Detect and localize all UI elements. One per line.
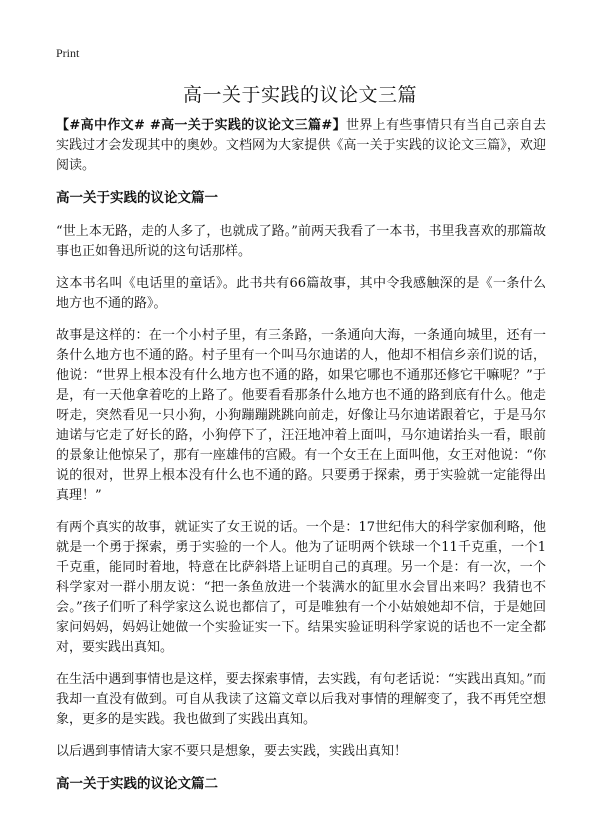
print-link[interactable]: Print [56, 46, 80, 60]
paragraph-6: 以后遇到事情请大家不要只是想象，要去实践，实践出真知！ [56, 744, 408, 759]
article-body [56, 116, 546, 808]
paragraph-1: “世上本无路，走的人多了，也就成了路。”前两天我看了一本书，书里我喜欢的那篇故事也正如鲁迅所说的这句话那样。 [56, 224, 546, 259]
page-title: 高一关于实践的议论文三篇 [182, 84, 417, 106]
paragraph-3: 故事是这样的：在一个小村子里，有三条路，一条通向大海，一条通向城里，还有一条什么地方也不通的路。村子里有一个叫马尔迪诺的人，他却不相信乡亲们说的话，他说：“世界上根本没有什么地方也不通的路，如果它哪也不通那还修它干嘛呢？”于是，有一天他拿着吃的上路了。他要看看那条什么地方也不通的路到底有什么。他走呀走，突然看见一只小狗，小狗蹦蹦跳跳向前走，好像让马尔迪诺跟着它，于是马尔迪诺与它走了好长的路，小狗停下了，汪汪地冲着上面叫，马尔迪诺抬头一看，眼前的景象让他惊呆了，那有一座雄伟的宫殿。有一个女王在上面叫他，女王对他说：“你说的很对，世界上根本没有什么也不通的路。只要勇于探索，勇于实验就一定能得出真理！” [56, 328, 546, 503]
section-heading-1: 高一关于实践的议论文篇一 [56, 190, 218, 206]
paragraph-5: 在生活中遇到事情也是这样，要去探索事情，去实践，有句老话说：“实践出真知。”而我却一直没有做到。可自从我读了这篇文章以后我对事情的理解变了，我不再凭空想象，更多的是实践。我也做到了实践出真知。 [56, 672, 546, 727]
paragraph-2: 这本书名叫《电话里的童话》。此书共有66篇故事，其中令我感触深的是《一条什么地方也不通的路》。 [56, 276, 546, 311]
paragraph-4: 有两个真实的故事，就证实了女王说的话。一个是：17世纪伟大的科学家伽利略，他就是一个勇于探索，勇于实验的一个人。他为了证明两个铁球一个11千克重，一个1千克重，能同时着地，特意在比萨斜塔上证明自己的真理。另一个是：有一次，一个科学家对一群小朋友说：“把一条鱼放进一个装满水的缸里水会冒出来吗？我猜也不会。”孩子们听了科学家这么说也都信了，可是唯独有一个小姑娘她却不信，于是她回家问妈妈，妈妈让她做一个实验证实一下。结果实验证明科学家说的话也不一定全都对，要实践出真知。 [56, 520, 546, 655]
intro-text: 世界上有些事情只有当自己亲自去实践过才会发现其中的奥妙。文档网为大家提供《高一关于实践的议论文三篇》，欢迎阅读。 [56, 118, 546, 173]
section-heading-2: 高一关于实践的议论文篇二 [56, 776, 218, 792]
intro-tags[interactable]: 【#高中作文# #高一关于实践的议论文三篇#】 [56, 118, 346, 133]
intro-paragraph [56, 116, 546, 176]
